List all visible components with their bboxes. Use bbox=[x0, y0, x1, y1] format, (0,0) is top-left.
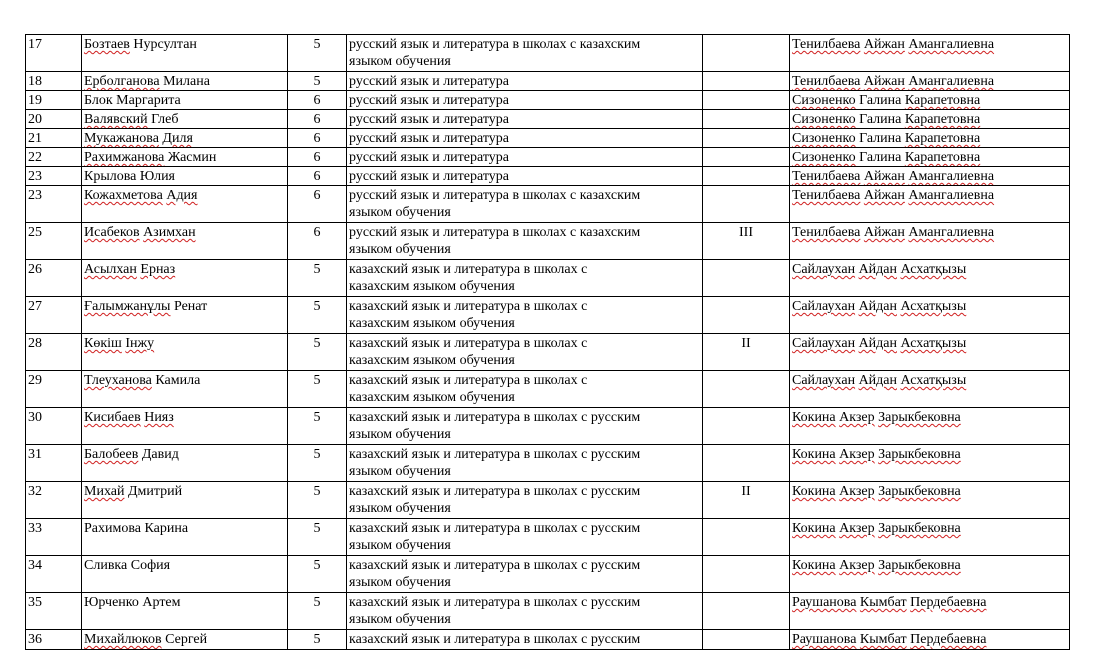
student-name: Сливка София bbox=[82, 556, 288, 593]
teacher-name: Тенилбаева Айжан Амангалиевна bbox=[790, 186, 1070, 223]
subject-line: казахский язык и литература в школах с русским bbox=[349, 632, 641, 647]
teacher-name: Раушанова Кымбат Пердебаевна bbox=[790, 630, 1070, 650]
subject-cell bbox=[347, 35, 703, 72]
teacher-name: Тенилбаева Айжан Амангалиевна bbox=[790, 72, 1070, 91]
grade-value: 5 bbox=[288, 72, 347, 91]
grade-value: 5 bbox=[288, 593, 347, 630]
student-name: Михай Дмитрий bbox=[82, 482, 288, 519]
table-row bbox=[26, 519, 1070, 556]
teacher-name: Кокина Акзер Зарыкбековна bbox=[790, 482, 1070, 519]
subject-line: казахский язык и литература в школах с русским bbox=[349, 558, 641, 573]
subject-cell bbox=[347, 167, 703, 186]
subject-cell bbox=[347, 408, 703, 445]
subject-line: языком обучения bbox=[349, 538, 451, 553]
table-row bbox=[26, 148, 1070, 167]
prize-place bbox=[703, 148, 790, 167]
student-name: Рахимжанова Жасмин bbox=[82, 148, 288, 167]
subject-line: языком обучения bbox=[349, 205, 451, 220]
subject-line: русский язык и литература в школах с казахским bbox=[349, 37, 641, 52]
teacher-name: Сизоненко Галина Карапетовна bbox=[790, 110, 1070, 129]
student-name: Валявский Глеб bbox=[82, 110, 288, 129]
table-row bbox=[26, 35, 1070, 72]
subject-line: русский язык и литература bbox=[349, 131, 510, 146]
subject-cell bbox=[347, 482, 703, 519]
prize-place bbox=[703, 556, 790, 593]
subject-line: казахский язык и литература в школах с русским bbox=[349, 521, 641, 536]
prize-place bbox=[703, 630, 790, 650]
prize-place bbox=[703, 519, 790, 556]
subject-cell bbox=[347, 129, 703, 148]
subject-line: казахским языком обучения bbox=[349, 279, 515, 294]
subject-cell bbox=[347, 519, 703, 556]
teacher-name: Кокина Акзер Зарыкбековна bbox=[790, 556, 1070, 593]
table-row bbox=[26, 91, 1070, 110]
student-name: Кожахметова Адия bbox=[82, 186, 288, 223]
subject-cell bbox=[347, 371, 703, 408]
row-number: 32 bbox=[26, 482, 82, 519]
row-number: 27 bbox=[26, 297, 82, 334]
prize-place: III bbox=[703, 223, 790, 260]
teacher-name: Кокина Акзер Зарыкбековна bbox=[790, 408, 1070, 445]
row-number: 25 bbox=[26, 223, 82, 260]
row-number: 22 bbox=[26, 148, 82, 167]
student-name: Тлеуханова Камила bbox=[82, 371, 288, 408]
student-name: Бозтаев Нурсултан bbox=[82, 35, 288, 72]
teacher-name: Сайлаухан Айдан Асхатқызы bbox=[790, 260, 1070, 297]
subject-line: русский язык и литература bbox=[349, 93, 510, 108]
student-name: Исабеков Азимхан bbox=[82, 223, 288, 260]
student-name: Мукажанова Диля bbox=[82, 129, 288, 148]
subject-cell bbox=[347, 148, 703, 167]
grade-value: 6 bbox=[288, 110, 347, 129]
grade-value: 5 bbox=[288, 445, 347, 482]
teacher-name: Сайлаухан Айдан Асхатқызы bbox=[790, 297, 1070, 334]
subject-line: казахский язык и литература в школах с русским bbox=[349, 595, 641, 610]
grade-value: 5 bbox=[288, 519, 347, 556]
grade-value: 5 bbox=[288, 408, 347, 445]
subject-cell bbox=[347, 72, 703, 91]
teacher-name: Раушанова Кымбат Пердебаевна bbox=[790, 593, 1070, 630]
prize-place bbox=[703, 35, 790, 72]
grade-value: 6 bbox=[288, 148, 347, 167]
teacher-name: Сайлаухан Айдан Асхатқызы bbox=[790, 334, 1070, 371]
table-row bbox=[26, 110, 1070, 129]
row-number: 23 bbox=[26, 186, 82, 223]
subject-line: казахский язык и литература в школах с русским bbox=[349, 484, 641, 499]
teacher-name: Тенилбаева Айжан Амангалиевна bbox=[790, 223, 1070, 260]
row-number: 19 bbox=[26, 91, 82, 110]
grade-value: 6 bbox=[288, 223, 347, 260]
student-name: Ерболганова Милана bbox=[82, 72, 288, 91]
subject-line: языком обучения bbox=[349, 54, 451, 69]
prize-place bbox=[703, 297, 790, 334]
subject-line: русский язык и литература bbox=[349, 74, 510, 89]
table-row bbox=[26, 630, 1070, 650]
grade-value: 5 bbox=[288, 260, 347, 297]
grade-value: 6 bbox=[288, 167, 347, 186]
participants-table-body bbox=[26, 35, 1070, 650]
teacher-name: Кокина Акзер Зарыкбековна bbox=[790, 445, 1070, 482]
subject-line: казахский язык и литература в школах с русским bbox=[349, 447, 641, 462]
subject-line: языком обучения bbox=[349, 575, 451, 590]
student-name: Асылхан Ерназ bbox=[82, 260, 288, 297]
prize-place bbox=[703, 445, 790, 482]
table-row bbox=[26, 445, 1070, 482]
table-row bbox=[26, 297, 1070, 334]
table-row bbox=[26, 186, 1070, 223]
grade-value: 6 bbox=[288, 186, 347, 223]
table-row bbox=[26, 408, 1070, 445]
student-name: Балобеев Давид bbox=[82, 445, 288, 482]
prize-place bbox=[703, 129, 790, 148]
row-number: 33 bbox=[26, 519, 82, 556]
subject-cell bbox=[347, 445, 703, 482]
table-row bbox=[26, 72, 1070, 91]
grade-value: 6 bbox=[288, 91, 347, 110]
grade-value: 5 bbox=[288, 371, 347, 408]
subject-cell bbox=[347, 334, 703, 371]
student-name: Ғалымжанұлы Ренат bbox=[82, 297, 288, 334]
table-row bbox=[26, 371, 1070, 408]
teacher-name: Сизоненко Галина Карапетовна bbox=[790, 148, 1070, 167]
row-number: 21 bbox=[26, 129, 82, 148]
subject-line: казахский язык и литература в школах с bbox=[349, 299, 588, 314]
subject-line: русский язык и литература bbox=[349, 150, 510, 165]
prize-place bbox=[703, 408, 790, 445]
student-name: Юрченко Артем bbox=[82, 593, 288, 630]
grade-value: 5 bbox=[288, 35, 347, 72]
prize-place: II bbox=[703, 334, 790, 371]
subject-line: казахским языком обучения bbox=[349, 390, 515, 405]
subject-line: казахским языком обучения bbox=[349, 316, 515, 331]
table-row bbox=[26, 334, 1070, 371]
grade-value: 5 bbox=[288, 556, 347, 593]
teacher-name: Тенилбаева Айжан Амангалиевна bbox=[790, 167, 1070, 186]
student-name: Кисибаев Нияз bbox=[82, 408, 288, 445]
prize-place bbox=[703, 110, 790, 129]
subject-line: русский язык и литература bbox=[349, 169, 510, 184]
subject-line: языком обучения bbox=[349, 242, 451, 257]
student-name: Михайлюков Сергей bbox=[82, 630, 288, 650]
subject-line: казахский язык и литература в школах с bbox=[349, 336, 588, 351]
subject-cell bbox=[347, 297, 703, 334]
subject-cell bbox=[347, 223, 703, 260]
row-number: 30 bbox=[26, 408, 82, 445]
teacher-name: Сизоненко Галина Карапетовна bbox=[790, 129, 1070, 148]
table-row bbox=[26, 223, 1070, 260]
table-row bbox=[26, 556, 1070, 593]
subject-line: языком обучения bbox=[349, 501, 451, 516]
subject-cell bbox=[347, 630, 703, 650]
table-row bbox=[26, 260, 1070, 297]
participants-table bbox=[25, 34, 1070, 650]
subject-line: русский язык и литература bbox=[349, 112, 510, 127]
grade-value: 5 bbox=[288, 482, 347, 519]
prize-place bbox=[703, 260, 790, 297]
subject-cell bbox=[347, 91, 703, 110]
row-number: 28 bbox=[26, 334, 82, 371]
row-number: 18 bbox=[26, 72, 82, 91]
prize-place: II bbox=[703, 482, 790, 519]
table-row bbox=[26, 129, 1070, 148]
subject-line: казахский язык и литература в школах с bbox=[349, 262, 588, 277]
subject-line: казахским языком обучения bbox=[349, 353, 515, 368]
subject-line: языком обучения bbox=[349, 427, 451, 442]
subject-cell bbox=[347, 260, 703, 297]
subject-cell bbox=[347, 186, 703, 223]
student-name: Блок Маргарита bbox=[82, 91, 288, 110]
row-number: 23 bbox=[26, 167, 82, 186]
subject-cell bbox=[347, 556, 703, 593]
teacher-name: Сизоненко Галина Карапетовна bbox=[790, 91, 1070, 110]
teacher-name: Кокина Акзер Зарыкбековна bbox=[790, 519, 1070, 556]
subject-cell bbox=[347, 593, 703, 630]
row-number: 35 bbox=[26, 593, 82, 630]
grade-value: 6 bbox=[288, 129, 347, 148]
subject-line: русский язык и литература в школах с казахским bbox=[349, 225, 641, 240]
subject-line: языком обучения bbox=[349, 612, 451, 627]
row-number: 20 bbox=[26, 110, 82, 129]
row-number: 36 bbox=[26, 630, 82, 650]
student-name: Крылова Юлия bbox=[82, 167, 288, 186]
teacher-name: Сайлаухан Айдан Асхатқызы bbox=[790, 371, 1070, 408]
student-name: Рахимова Карина bbox=[82, 519, 288, 556]
row-number: 34 bbox=[26, 556, 82, 593]
prize-place bbox=[703, 167, 790, 186]
prize-place bbox=[703, 72, 790, 91]
prize-place bbox=[703, 593, 790, 630]
prize-place bbox=[703, 91, 790, 110]
subject-line: казахский язык и литература в школах с bbox=[349, 373, 588, 388]
teacher-name: Тенилбаева Айжан Амангалиевна bbox=[790, 35, 1070, 72]
row-number: 26 bbox=[26, 260, 82, 297]
subject-line: казахский язык и литература в школах с русским bbox=[349, 410, 641, 425]
subject-line: русский язык и литература в школах с казахским bbox=[349, 188, 641, 203]
table-row bbox=[26, 593, 1070, 630]
table-row bbox=[26, 167, 1070, 186]
prize-place bbox=[703, 371, 790, 408]
subject-line: языком обучения bbox=[349, 464, 451, 479]
row-number: 17 bbox=[26, 35, 82, 72]
row-number: 31 bbox=[26, 445, 82, 482]
grade-value: 5 bbox=[288, 334, 347, 371]
grade-value: 5 bbox=[288, 297, 347, 334]
prize-place bbox=[703, 186, 790, 223]
row-number: 29 bbox=[26, 371, 82, 408]
table-row bbox=[26, 482, 1070, 519]
student-name: Көкіш Інжу bbox=[82, 334, 288, 371]
grade-value: 5 bbox=[288, 630, 347, 650]
subject-cell bbox=[347, 110, 703, 129]
